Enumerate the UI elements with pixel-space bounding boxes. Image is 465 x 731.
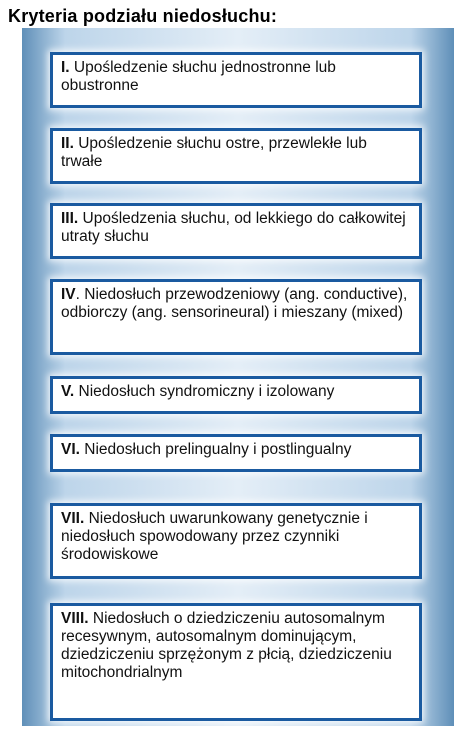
criterion-box-5 xyxy=(50,376,422,414)
criterion-text: Upośledzenie słuchu ostre, przewlekłe lub trwałe xyxy=(61,135,367,170)
criterion-number: III. xyxy=(61,210,79,227)
criterion-box-4 xyxy=(50,279,422,355)
criterion-box-3 xyxy=(50,203,422,259)
criterion-number: IV xyxy=(61,286,76,303)
criterion-number: I. xyxy=(61,59,70,76)
criterion-box-1 xyxy=(50,52,422,108)
criterion-text: Niedosłuch o dziedziczeniu autosomalnym recesywnym, autosomalnym dominującym, dziedziczeniu sprzężonym z płcią, dziedziczeniu mitochondrialnym xyxy=(61,610,392,681)
page-title: Kryteria podziału niedosłuchu: xyxy=(8,6,278,26)
criterion-text: Upośledzenie słuchu jednostronne lub obustronne xyxy=(61,59,336,94)
criterion-text: Niedosłuch uwarunkowany genetycznie i niedosłuch spowodowany przez czynniki środowiskowe xyxy=(61,510,368,563)
criterion-box-7 xyxy=(50,503,422,579)
criterion-box-6 xyxy=(50,434,422,472)
criterion-text: Upośledzenia słuchu, od lekkiego do całkowitej utraty słuchu xyxy=(61,210,406,245)
criterion-text: Niedosłuch prelingualny i postlingualny xyxy=(79,441,352,458)
criterion-number: II. xyxy=(61,135,74,152)
criterion-number: VI. xyxy=(61,441,80,458)
criterion-box-2 xyxy=(50,128,422,184)
criterion-box-8 xyxy=(50,603,422,721)
criterion-text: Niedosłuch syndromiczny i izolowany xyxy=(74,383,335,400)
criterion-number: V. xyxy=(61,383,75,400)
criterion-text: . Niedosłuch przewodzeniowy (ang. conductive), odbiorczy (ang. sensorineural) i mieszany (mixed) xyxy=(61,286,408,321)
criterion-number: VII. xyxy=(61,510,85,527)
criterion-number: VIII. xyxy=(61,610,89,627)
